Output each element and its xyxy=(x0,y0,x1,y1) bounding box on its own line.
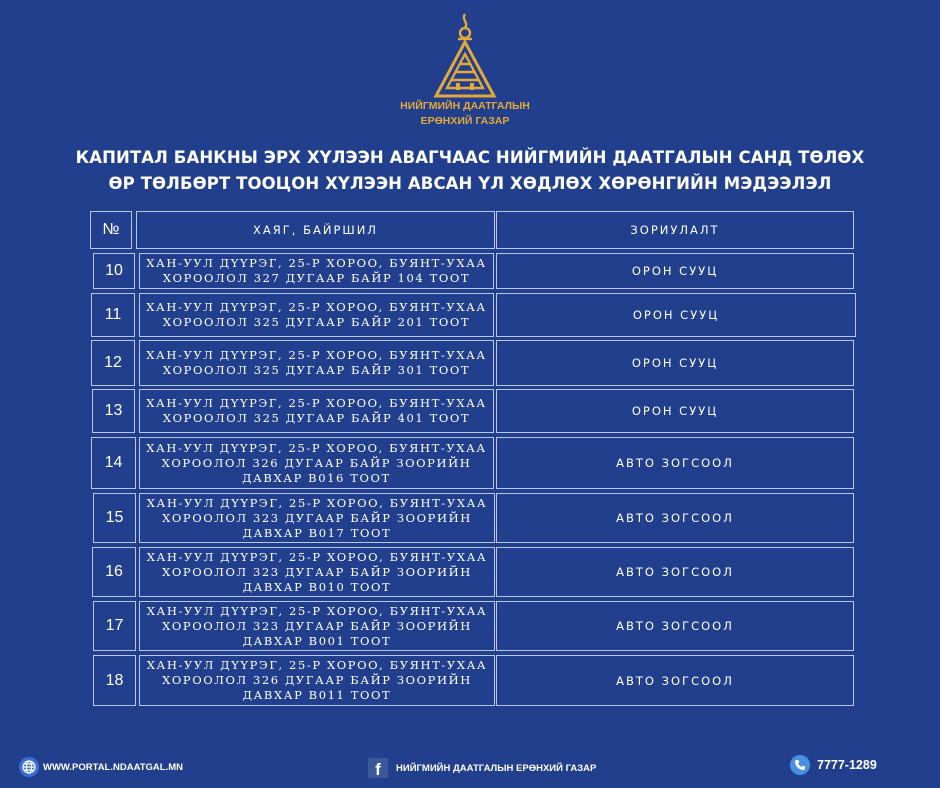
row-purpose: АВТО ЗОГСООЛ xyxy=(496,655,854,706)
row-address: ХАН-УУЛ ДҮҮРЭГ, 25-Р ХОРОО, БУЯНТ-УХАА ХОРООЛОЛ 325 ДУГААР БАЙР 301 ТООТ xyxy=(139,340,494,386)
row-purpose: АВТО ЗОГСООЛ xyxy=(496,547,854,597)
row-purpose: АВТО ЗОГСООЛ xyxy=(496,601,854,651)
footer-phone[interactable] xyxy=(790,755,877,775)
row-number: 17 xyxy=(93,601,136,651)
row-number: 16 xyxy=(92,547,136,597)
row-number: 10 xyxy=(93,253,135,289)
row-address: ХАН-УУЛ ДҮҮРЭГ, 25-Р ХОРОО, БУЯНТ-УХАА ХОРООЛОЛ 323 ДУГААР БАЙР ЗООРИЙН ДАВХАР B001 ТООТ xyxy=(139,601,495,651)
footer-website[interactable] xyxy=(19,757,183,777)
header-purpose: ЗОРИУЛАЛТ xyxy=(496,211,854,249)
row-purpose: ОРОН СУУЦ xyxy=(496,293,856,337)
row-address: ХАН-УУЛ ДҮҮРЭГ, 25-Р ХОРОО, БУЯНТ-УХАА ХОРООЛОЛ 323 ДУГААР БАЙР ЗООРИЙН ДАВХАР B010 ТООТ xyxy=(139,547,495,597)
footer-facebook[interactable] xyxy=(368,758,596,778)
row-number: 18 xyxy=(93,655,136,706)
row-address: ХАН-УУЛ ДҮҮРЭГ, 25-Р ХОРОО, БУЯНТ-УХАА ХОРООЛОЛ 327 ДУГААР БАЙР 104 ТООТ xyxy=(139,253,494,289)
row-purpose: АВТО ЗОГСООЛ xyxy=(496,493,854,543)
row-number: 11 xyxy=(91,293,135,337)
row-purpose: ОРОН СУУЦ xyxy=(496,340,854,386)
facebook-icon: f xyxy=(368,758,388,778)
row-purpose: ОРОН СУУЦ xyxy=(496,253,854,289)
row-number: 13 xyxy=(92,389,135,433)
row-number: 14 xyxy=(91,437,136,489)
org-name-line2: ЕРӨНХИЙ ГАЗАР xyxy=(420,115,510,127)
phone-number[interactable]: 7777-1289 xyxy=(817,758,877,772)
row-address: ХАН-УУЛ ДҮҮРЭГ, 25-Р ХОРОО, БУЯНТ-УХАА ХОРООЛОЛ 325 ДУГААР БАЙР 201 ТООТ xyxy=(139,293,494,337)
page-title-line1: КАПИТАЛ БАНКНЫ ЭРХ ХҮЛЭЭН АВАГЧААС НИЙГМИЙН ДААТГАЛЫН САНД ТӨЛӨХ xyxy=(75,148,865,167)
row-purpose: АВТО ЗОГСООЛ xyxy=(496,437,854,489)
row-purpose: ОРОН СУУЦ xyxy=(496,389,854,433)
row-address: ХАН-УУЛ ДҮҮРЭГ, 25-Р ХОРОО, БУЯНТ-УХАА ХОРООЛОЛ 326 ДУГААР БАЙР ЗООРИЙН ДАВХАР B011 ТООТ xyxy=(139,655,495,706)
row-address: ХАН-УУЛ ДҮҮРЭГ, 25-Р ХОРОО, БУЯНТ-УХАА ХОРООЛОЛ 326 ДУГААР БАЙР ЗООРИЙН ДАВХАР B016 ТООТ xyxy=(139,437,494,489)
globe-icon xyxy=(19,757,39,777)
phone-icon xyxy=(790,755,810,775)
org-name-line1: НИЙГМИЙН ДААТГАЛЫН xyxy=(400,100,530,112)
soyombo-logo-icon xyxy=(420,12,510,102)
header-address: ХАЯГ, БАЙРШИЛ xyxy=(136,211,495,249)
website-link[interactable]: WWW.PORTAL.NDAATGAL.MN xyxy=(43,761,184,773)
row-address: ХАН-УУЛ ДҮҮРЭГ, 25-Р ХОРОО, БУЯНТ-УХАА ХОРООЛОЛ 323 ДУГААР БАЙР ЗООРИЙН ДАВХАР B017 ТООТ xyxy=(139,493,495,543)
row-number: 12 xyxy=(91,340,135,386)
header-number: № xyxy=(90,211,132,249)
facebook-link[interactable]: НИЙГМИЙН ДААТГАЛЫН ЕРӨНХИЙ ГАЗАР xyxy=(396,762,597,774)
row-number: 15 xyxy=(93,493,136,543)
row-address: ХАН-УУЛ ДҮҮРЭГ, 25-Р ХОРОО, БУЯНТ-УХАА ХОРООЛОЛ 325 ДУГААР БАЙР 401 ТООТ xyxy=(139,389,494,433)
page-title-line2: ӨР ТӨЛБӨРТ ТООЦОН ХҮЛЭЭН АВСАН ҮЛ ХӨДЛӨХ ХӨРӨНГИЙН МЭДЭЭЛЭЛ xyxy=(108,174,832,193)
